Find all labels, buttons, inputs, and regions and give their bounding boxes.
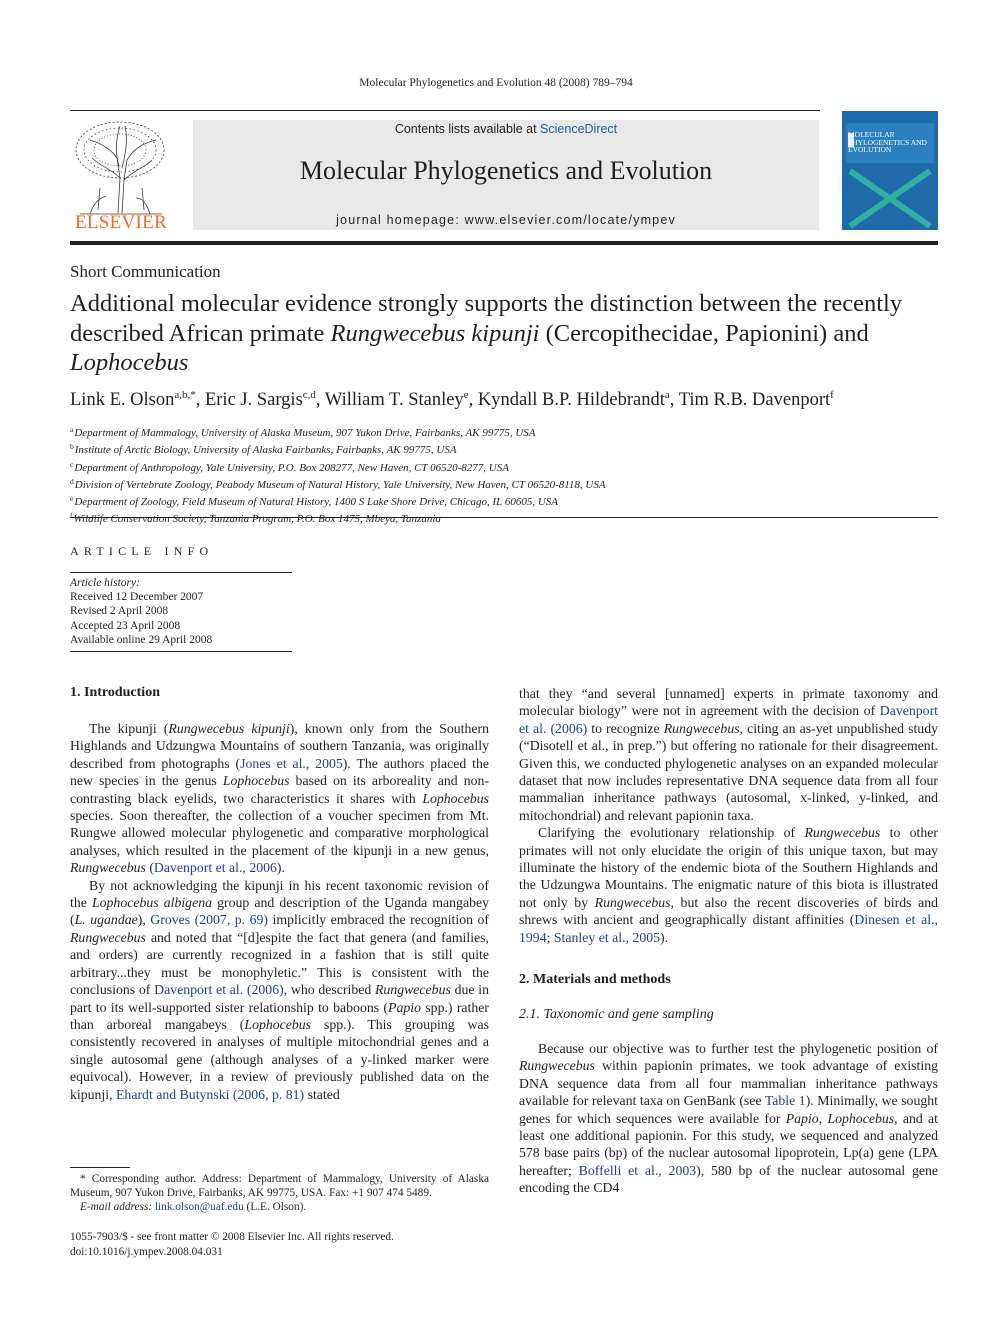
history-label: Article history: [70,577,140,589]
citation-link[interactable]: Davenport et al. (2006) [519,703,938,736]
journal-banner [193,120,819,230]
journal-title: Molecular Phylogenetics and Evolution [299,156,713,185]
right-column [519,685,938,1197]
affiliation: $^c$Department of Anthropology, Yale University, P.O. Box 208277, New Haven, CT 06520-8277, USA [70,459,509,474]
journal-homepage[interactable]: journal homepage: www.elsevier.com/locate/ympev [336,213,676,227]
contents-line [193,122,819,136]
sciencedirect-link[interactable]: ScienceDirect [540,122,618,136]
left-column [70,720,489,1103]
citation-link[interactable]: Davenport et al., 2006 [153,860,277,876]
email-link[interactable]: link.olson@uaf.edu [154,1201,244,1213]
revised-date: Revised 2 April 2008 [70,605,169,618]
contents-prefix: Contents lists available at [394,122,541,136]
paragraph: Because our objective was to further test the phylogenetic position of Rungwecebus within papionin primates, we took advantage of existing DNA sequence data from all four mammalian inheritance pathways available for relevant taxa on GenBank (see Table 1). Minimally, we sought genes for which sequences were available for Papio, Lophocebus, and at least one additional papionin. For this study, we sequenced and analyzed 578 base pairs (bp) of the nuclear autosomal lipoprotein, Lp(a) gene (LPA hereafter; Boffelli et al., 2003), 580 bp of the nuclear autosomal gene encoding the CD4 [519,1040,938,1196]
article-title: Additional molecular evidence strongly supports the distinction between the recently described African primate Rungwecebus kipunji (Cercopithecidae, Papionini) and Lophocebus [70,290,903,376]
doi-line: doi:10.1016/j.ympev.2008.04.031 [70,1245,223,1258]
citation-link[interactable]: Groves (2007, p. 69) [150,912,269,928]
author-list: Link E. Olson$^{a,b,*}$, Eric J. Sargis$^{c,d}$, William T. Stanley$^e$, Kyndall B.P. Hildebrandt$^a$, Tim R.B. Davenport$^f$ [70,389,834,410]
affiliation: $^b$Institute of Arctic Biology, University of Alaska Fairbanks, Fairbanks, AK 99775, USA [70,442,457,457]
affiliation-list [70,423,938,527]
section-rule [70,517,938,518]
received-date: Received 12 December 2007 [70,591,204,604]
article-history [70,576,292,647]
journal-citation: Molecular Phylogenetics and Evolution 48 (2008) 789–794 [359,77,633,89]
footnote-text: * Corresponding author. Address: Department of Mammalogy, University of Alaska Museum, 907 Yukon Drive, Fairbanks, AK 99775, USA. Fax: +1 907 474 5489. [70,1173,489,1199]
article-info-rule [70,572,292,573]
citation-link[interactable]: Ehardt and Butynski (2006, p. 81) [116,1086,305,1102]
intro-heading: 1. Introduction [70,685,160,700]
footnote-rule [70,1167,130,1168]
accepted-date: Accepted 23 April 2008 [70,619,181,632]
citation-link[interactable]: Dinesen et al., 1994; Stanley et al., 2005 [519,912,939,945]
affiliation: $^d$Division of Vertebrate Zoology, Peabody Museum of Natural History, Yale University, New Haven, CT 06520-8118, USA [70,476,606,491]
affiliation: $^a$Department of Mammalogy, University of Alaska Museum, 907 Yukon Drive, Fairbanks, AK 99775, USA [70,425,536,439]
paragraph: that they “and several [unnamed] experts in primate taxonomy and molecular biology” were not in agreement with the decision of Davenport et al. (2006) to recognize Rungwecebus, citing an as-yet unpublished study (“Disotell et al., in prep.”) but offering no rationale for their disagreement. Given this, we conducted phylogenetic analyses on an expanded molecular dataset that now includes representative DNA sequence data from all four mammalian inheritance pathways (autosomal, x-linked, y-linked, and mitochondrial) and relevant papionin taxa. [519,686,938,823]
corresponding-author-footnote [70,1172,489,1214]
author[interactable]: Tim R.B. Davenport [678,390,831,410]
subsection-heading: 2.1. Taxonomic and gene sampling [519,1006,714,1022]
copyright-block [70,1230,394,1259]
citation-link[interactable]: Boffelli et al., 2003 [578,1162,697,1178]
online-date: Available online 29 April 2008 [70,633,213,646]
author[interactable]: William T. Stanley [324,390,464,410]
article-info-heading: ARTICLE INFO [70,544,214,558]
article-type: Short Communication [70,262,221,281]
header-rule [70,110,820,111]
footnote-email: E-mail address: link.olson@uaf.edu (L.E. Olson). [80,1201,307,1213]
paragraph: The kipunji (Rungwecebus kipunji), known only from the Southern Highlands and Udzungwa Mountains of southern Tanzania, was originally described from photographs (Jones et al., 2005). The authors placed the new species in the genus Lophocebus based on its arboreality and non-contrasting black eyelids, two characteristics it shares with Lophocebus species. Soon thereafter, the collection of a voucher specimen from Mt. Rungwe allowed molecular phylogenetic and comparative morphological analyses, which resulted in the placement of the kipunji in a new genus, Rungwecebus (Davenport et al., 2006). [70,721,489,876]
issn-line: 1055-7903/$ - see front matter © 2008 Elsevier Inc. All rights reserved. [70,1231,394,1243]
citation-link[interactable]: Davenport et al. (2006) [154,982,284,998]
cover-pattern-icon [842,111,938,230]
header-thick-rule [70,241,938,245]
author[interactable]: Kyndall B.P. Hildebrandt [477,390,665,410]
author[interactable]: Link E. Olson [70,390,175,410]
elsevier-wordmark: ELSEVIER [74,212,168,233]
paragraph: Clarifying the evolutionary relationship of Rungwecebus to other primates will not only elucidate the origin of this unique taxon, but may illuminate the history of the endemic biota of the Southern Highlands and the Udzungwa Mountains. The enigmatic nature of this biota is illustrated not only by Rungwecebus, but also the recent discoveries of birds and shrews with ancient and geographically distant affinities (Dinesen et al., 1994; Stanley et al., 2005). [519,825,939,945]
table-link[interactable]: Table 1 [764,1093,806,1109]
journal-cover-image [842,111,938,230]
affiliation: $^e$Department of Zoology, Field Museum of Natural History, 1400 S Lake Shore Drive, Chicago, IL 60605, USA [70,494,559,509]
citation-link[interactable]: Jones et al., 2005 [240,755,343,771]
cover-title: MOLECULAR PHYLOGENETICS AND EVOLUTION [848,130,927,154]
author[interactable]: Eric J. Sargis [204,390,303,410]
methods-heading: 2. Materials and methods [519,972,671,988]
affiliation: $^f$Wildlife Conservation Society, Tanzania Program, P.O. Box 1475, Mbeya, Tanzania [70,511,441,526]
paragraph: By not acknowledging the kipunji in his recent taxonomic revision of the Lophocebus albigena group and description of the Uganda mangabey (L. ugandae), Groves (2007, p. 69) implicitly embraced the recognition of Rungwecebus and noted that “[d]espite the fact that genera (and families, and orders) are currently recognized in a fashion that is still quite arbitrary...they must be monophyletic.” This is consistent with the conclusions of Davenport et al. (2006), who described Rungwecebus due in part to its well-supported sister relationship to baboons (Papio spp.) rather than arboreal mangabeys (Lophocebus spp.). This grouping was consistently recovered in analyses of multiple mitochondrial genes and a single autosomal gene (although analyses of a y-linked marker were equivocal). However, in a review of previously published data on the kipunji, Ehardt and Butynski (2006, p. 81) stated [70,877,489,1102]
article-info-rule [70,651,292,652]
